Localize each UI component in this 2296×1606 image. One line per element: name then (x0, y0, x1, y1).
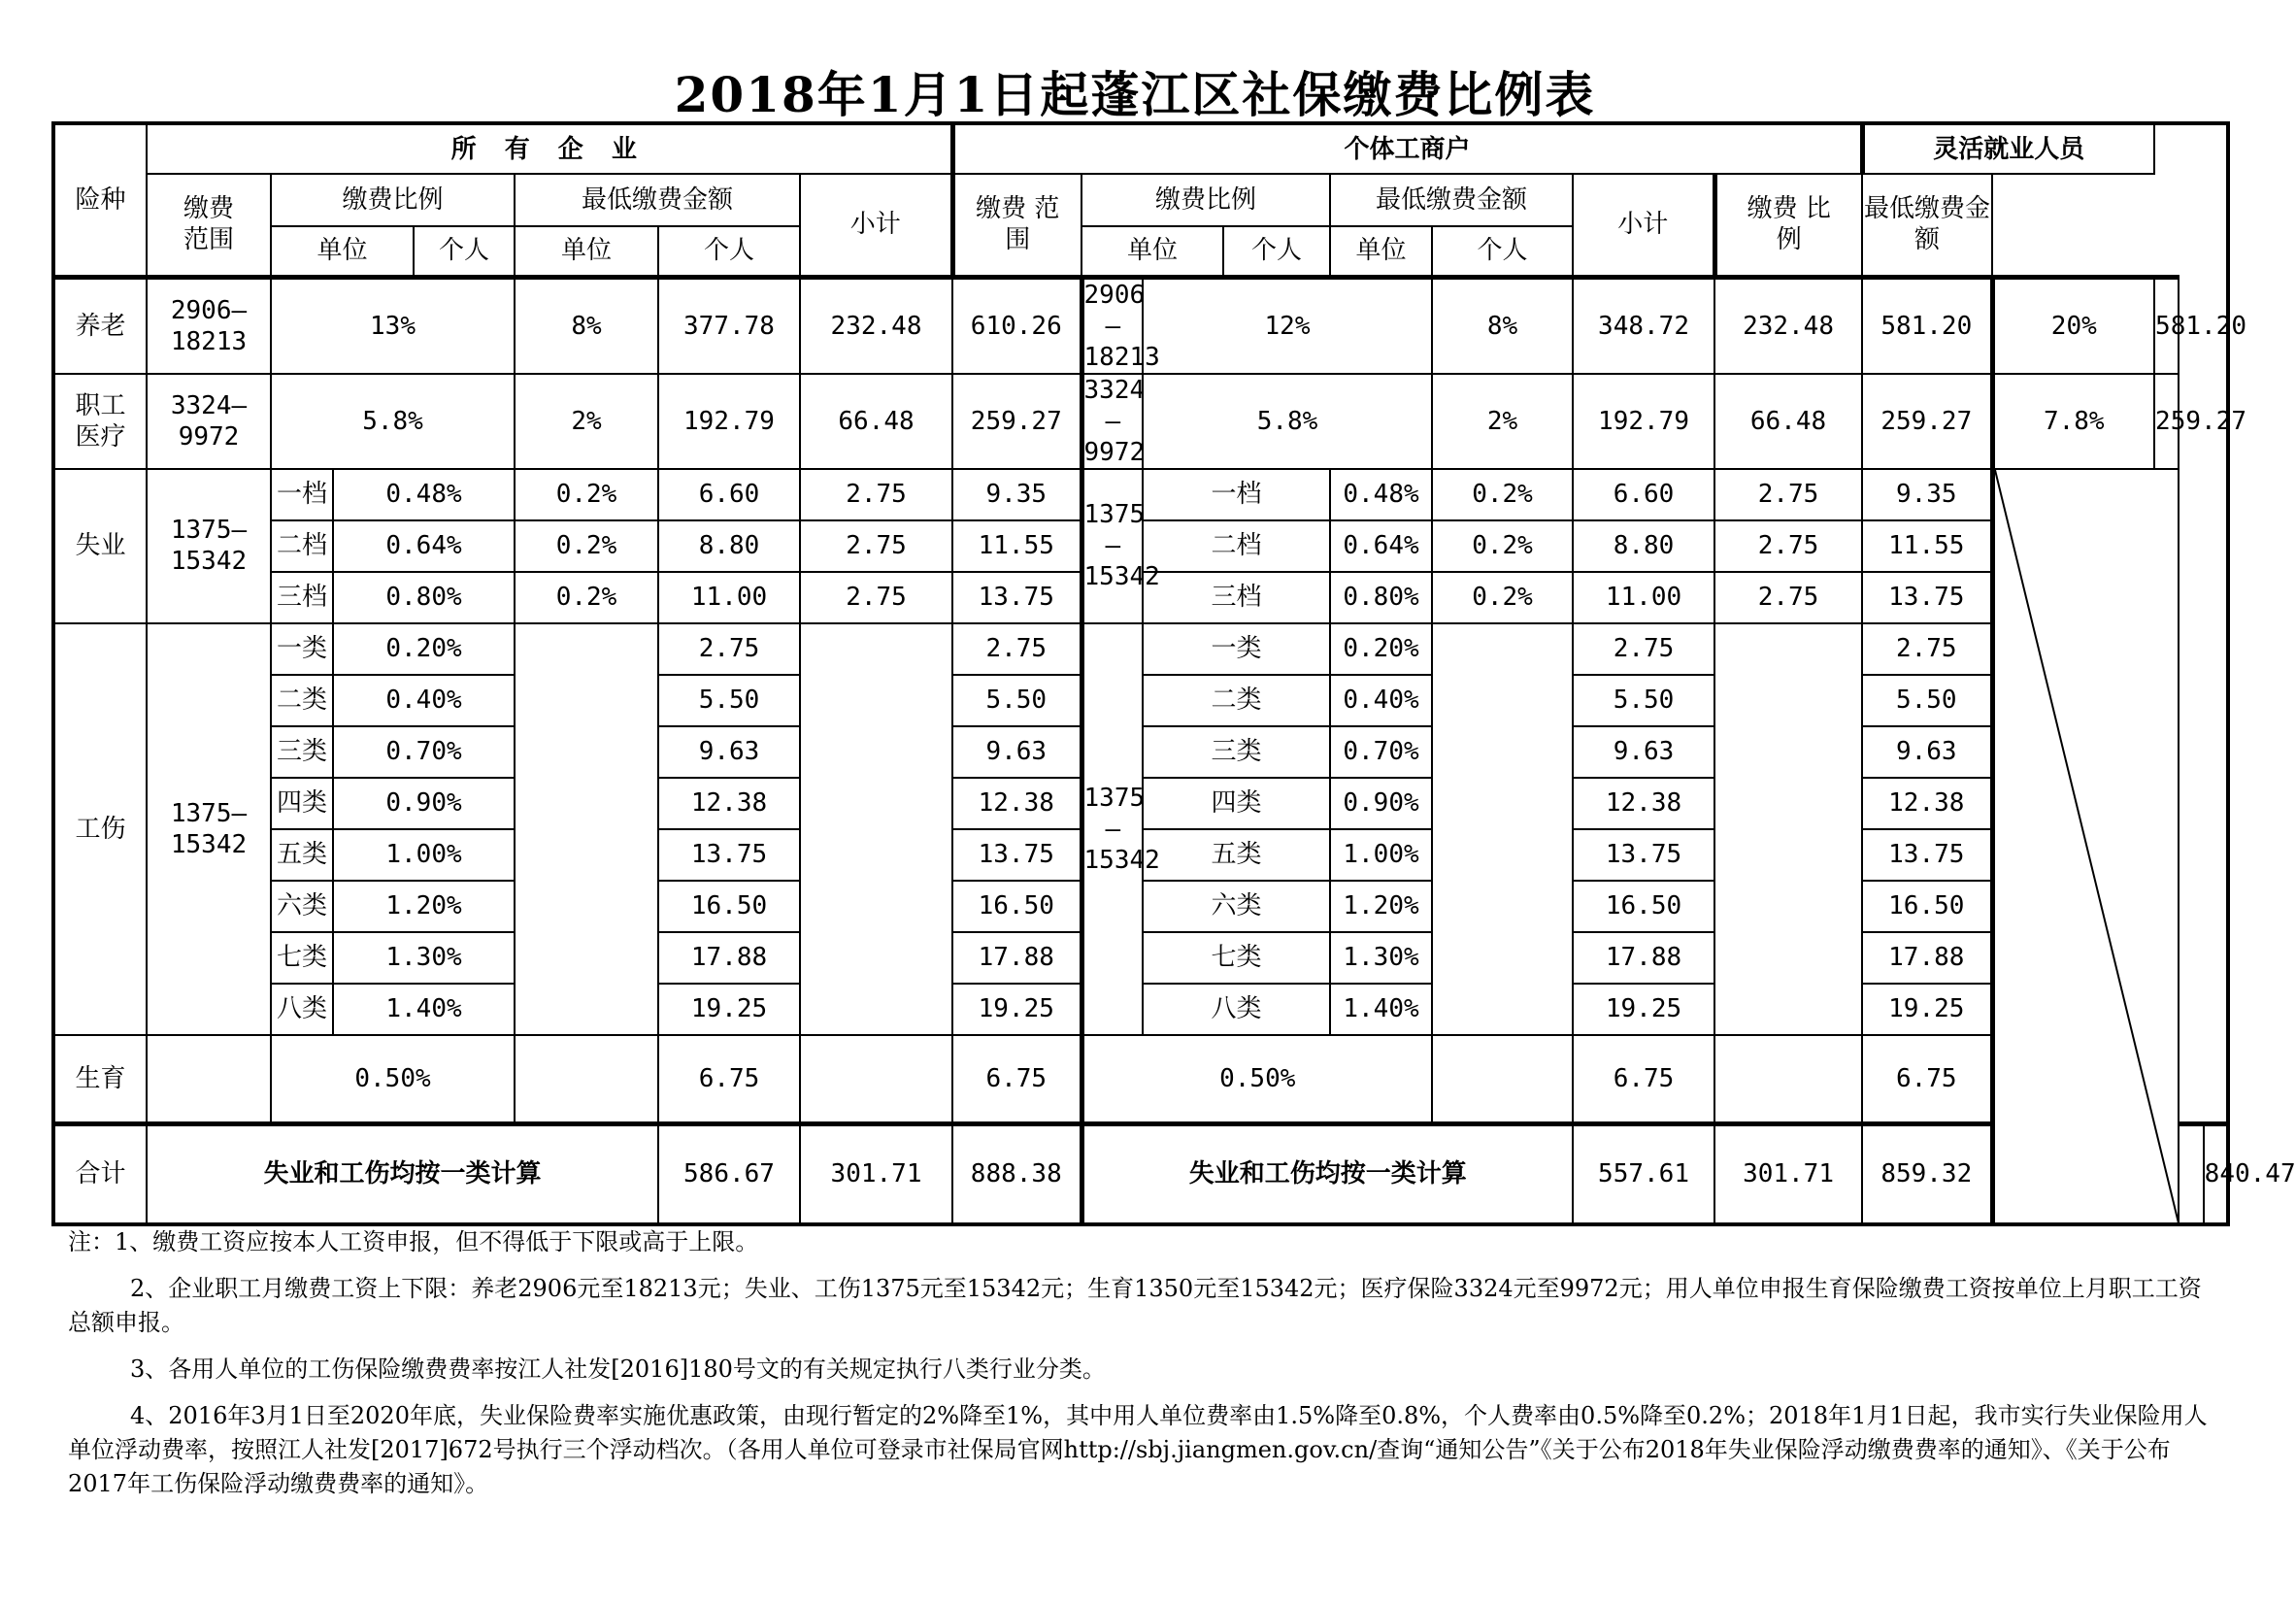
person-min-empty (800, 623, 952, 1035)
injury-class: 六类 (271, 881, 333, 932)
person-rate-empty (1432, 623, 1573, 1035)
subtotal: 259.27 (952, 374, 1081, 469)
unit-rate: 0.48% (1330, 469, 1432, 520)
tier-grade: 三档 (271, 572, 333, 623)
header-person: 个人 (1432, 226, 1573, 277)
header-person: 个人 (414, 226, 515, 277)
subtotal: 19.25 (952, 984, 1081, 1035)
injury-class: 四类 (271, 778, 333, 829)
total-person-min: 301.71 (800, 1124, 952, 1224)
subtotal: 610.26 (952, 277, 1081, 374)
unit-rate: 0.64% (1330, 520, 1432, 572)
subtotal: 259.27 (1862, 374, 1992, 469)
subtotal: 13.75 (1862, 829, 1992, 881)
unit-min: 12.38 (658, 778, 800, 829)
tier-grade: 三档 (1143, 572, 1330, 623)
header-risk: 险种 (53, 123, 147, 277)
flex-total-min: 840.47 (2204, 1124, 2228, 1224)
flex-min: 259.27 (2154, 374, 2179, 469)
unit-rate: 0.64% (333, 520, 515, 572)
unit-min: 19.25 (658, 984, 800, 1035)
range-cell: 2906— 18213 (147, 277, 271, 374)
subtotal: 17.88 (952, 932, 1081, 984)
subtotal: 9.35 (952, 469, 1081, 520)
unit-rate: 0.50% (271, 1035, 515, 1124)
subtotal: 11.55 (1862, 520, 1992, 572)
header-subtotal: 小计 (1573, 174, 1714, 277)
unit-min: 5.50 (1573, 675, 1714, 726)
unit-rate: 1.40% (333, 984, 515, 1035)
unit-min: 17.88 (658, 932, 800, 984)
tier-grade: 二档 (1143, 520, 1330, 572)
risk-name: 职工 医疗 (53, 374, 147, 469)
unit-min: 8.80 (658, 520, 800, 572)
header-unit: 单位 (1081, 226, 1223, 277)
contribution-rate-table (51, 121, 2296, 1226)
header-range: 缴费 范围 (147, 174, 271, 277)
flex-rate: 7.8% (1992, 374, 2154, 469)
subtotal: 13.75 (1862, 572, 1992, 623)
diagonal-line (1995, 470, 2179, 1222)
person-rate: 0.2% (515, 520, 658, 572)
header-minimum: 最低缴费金额 (1330, 174, 1573, 226)
subtotal: 9.63 (952, 726, 1081, 778)
injury-class: 一类 (1143, 623, 1330, 675)
header-flex-minimum: 最低缴费金 额 (1862, 174, 1992, 277)
tier-grade: 二档 (271, 520, 333, 572)
person-rate: 2% (515, 374, 658, 469)
subtotal: 11.55 (952, 520, 1081, 572)
total-subtotal: 888.38 (952, 1124, 1081, 1224)
header-range: 缴费 范 围 (952, 174, 1081, 277)
subtotal: 16.50 (952, 881, 1081, 932)
unit-min: 16.50 (658, 881, 800, 932)
person-min: 2.75 (1714, 572, 1862, 623)
total-subtotal: 859.32 (1862, 1124, 1992, 1224)
range-cell: 2906— 18213 (1081, 277, 1143, 374)
subtotal: 19.25 (1862, 984, 1992, 1035)
unit-rate: 0.80% (1330, 572, 1432, 623)
header-minimum: 最低缴费金额 (515, 174, 800, 226)
range-cell: 3324— 9972 (147, 374, 271, 469)
person-min: 232.48 (1714, 277, 1862, 374)
injury-class: 三类 (1143, 726, 1330, 778)
unit-rate: 0.80% (333, 572, 515, 623)
injury-class: 八类 (1143, 984, 1330, 1035)
injury-class: 三类 (271, 726, 333, 778)
subtotal: 2.75 (1862, 623, 1992, 675)
total-note: 失业和工伤均按一类计算 (1081, 1124, 1573, 1224)
subtotal: 16.50 (1862, 881, 1992, 932)
unit-min: 6.75 (1573, 1035, 1714, 1124)
unit-rate: 0.20% (1330, 623, 1432, 675)
unit-rate: 1.20% (1330, 881, 1432, 932)
header-individual: 个体工商户 (952, 123, 1862, 174)
person-min: 2.75 (800, 469, 952, 520)
person-min: 232.48 (800, 277, 952, 374)
person-min-empty (800, 1035, 952, 1124)
unit-rate: 0.70% (333, 726, 515, 778)
flex-rate-empty (2179, 1124, 2203, 1224)
header-ratio: 缴费比例 (1081, 174, 1330, 226)
person-rate-empty (515, 1035, 658, 1124)
injury-class: 五类 (1143, 829, 1330, 881)
risk-name: 生育 (53, 1035, 147, 1124)
unit-rate: 0.90% (333, 778, 515, 829)
person-rate-empty (1432, 1035, 1573, 1124)
unit-rate: 0.40% (333, 675, 515, 726)
unit-rate: 5.8% (271, 374, 515, 469)
risk-name: 工伤 (53, 623, 147, 1035)
note-3: 3、各用人单位的工伤保险缴费费率按江人社发[2016]180号文的有关规定执行八类行业分类。 (130, 1355, 1106, 1383)
unit-min: 17.88 (1573, 932, 1714, 984)
injury-class: 四类 (1143, 778, 1330, 829)
unit-min: 12.38 (1573, 778, 1714, 829)
tier-grade: 一档 (1143, 469, 1330, 520)
unit-min: 348.72 (1573, 277, 1714, 374)
injury-class: 二类 (271, 675, 333, 726)
unit-min: 6.60 (658, 469, 800, 520)
page-title: 2018年1月1日起蓬江区社保缴费比例表 (674, 66, 1596, 123)
person-rate: 8% (1432, 277, 1573, 374)
header-subtotal: 小计 (800, 174, 952, 277)
subtotal: 9.63 (1862, 726, 1992, 778)
range-empty (147, 1035, 271, 1124)
unit-rate: 5.8% (1143, 374, 1432, 469)
subtotal: 581.20 (1862, 277, 1992, 374)
unit-min: 13.75 (1573, 829, 1714, 881)
header-unit: 单位 (515, 226, 658, 277)
person-min: 66.48 (1714, 374, 1862, 469)
unit-min: 6.75 (658, 1035, 800, 1124)
unit-rate: 1.30% (333, 932, 515, 984)
note-1: 注：1、缴费工资应按本人工资申报，但不得低于下限或高于上限。 (68, 1228, 759, 1255)
total-unit-min: 586.67 (658, 1124, 800, 1224)
note-2: 2、企业职工月缴费工资上下限：养老2906元至18213元；失业、工伤1375元至15342元；生育1350元至15342元；医疗保险3324元至9972元；用人单位申报生育保险缴费工资按单位上月职工工资总额申报。 (68, 1275, 2202, 1336)
unit-rate: 13% (271, 277, 515, 374)
person-min: 2.75 (1714, 469, 1862, 520)
subtotal: 6.75 (1862, 1035, 1992, 1124)
injury-class: 五类 (271, 829, 333, 881)
person-min: 2.75 (1714, 520, 1862, 572)
risk-name: 养老 (53, 277, 147, 374)
unit-min: 192.79 (1573, 374, 1714, 469)
person-rate: 0.2% (515, 469, 658, 520)
unit-min: 6.60 (1573, 469, 1714, 520)
flex-min: 581.20 (2154, 277, 2179, 374)
subtotal: 12.38 (952, 778, 1081, 829)
unit-rate: 0.50% (1081, 1035, 1432, 1124)
header-flex-ratio: 缴费 比 例 (1714, 174, 1862, 277)
person-min-empty (1714, 1035, 1862, 1124)
unit-rate: 0.70% (1330, 726, 1432, 778)
person-min: 2.75 (800, 572, 952, 623)
header-unit: 单位 (271, 226, 414, 277)
unit-rate: 0.20% (333, 623, 515, 675)
unit-min: 8.80 (1573, 520, 1714, 572)
range-cell: 1375— 15342 (1081, 469, 1143, 623)
person-rate: 2% (1432, 374, 1573, 469)
header-person: 个人 (658, 226, 800, 277)
unit-rate: 0.90% (1330, 778, 1432, 829)
unit-min: 2.75 (658, 623, 800, 675)
unit-rate: 0.48% (333, 469, 515, 520)
unit-rate: 1.40% (1330, 984, 1432, 1035)
range-cell: 1375— 15342 (1081, 623, 1143, 1035)
unit-min: 9.63 (658, 726, 800, 778)
notes-section (68, 1225, 2223, 1514)
person-rate: 8% (515, 277, 658, 374)
unit-min: 2.75 (1573, 623, 1714, 675)
range-cell: 1375— 15342 (147, 623, 271, 1035)
subtotal: 5.50 (952, 675, 1081, 726)
unit-rate: 1.30% (1330, 932, 1432, 984)
injury-class: 二类 (1143, 675, 1330, 726)
unit-min: 13.75 (658, 829, 800, 881)
unit-min: 11.00 (658, 572, 800, 623)
subtotal: 13.75 (952, 572, 1081, 623)
total-person-min: 301.71 (1714, 1124, 1862, 1224)
unit-rate: 0.40% (1330, 675, 1432, 726)
subtotal: 6.75 (952, 1035, 1081, 1124)
person-min: 66.48 (800, 374, 952, 469)
range-cell: 1375— 15342 (147, 469, 271, 623)
header-ratio: 缴费比例 (271, 174, 515, 226)
unit-min: 377.78 (658, 277, 800, 374)
injury-class: 一类 (271, 623, 333, 675)
person-rate-empty (515, 623, 658, 1035)
unit-rate: 1.00% (333, 829, 515, 881)
subtotal: 17.88 (1862, 932, 1992, 984)
header-person: 个人 (1223, 226, 1330, 277)
person-rate: 0.2% (1432, 572, 1573, 623)
unit-min: 192.79 (658, 374, 800, 469)
risk-name: 失业 (53, 469, 147, 623)
unit-rate: 12% (1143, 277, 1432, 374)
total-unit-min: 557.61 (1573, 1124, 1714, 1224)
header-enterprise: 所 有 企 业 (147, 123, 952, 174)
subtotal: 9.35 (1862, 469, 1992, 520)
unit-min: 11.00 (1573, 572, 1714, 623)
person-rate: 0.2% (1432, 520, 1573, 572)
person-min-empty (1714, 623, 1862, 1035)
person-min: 2.75 (800, 520, 952, 572)
injury-class: 七类 (1143, 932, 1330, 984)
header-flexible: 灵活就业人员 (1862, 123, 2154, 174)
unit-rate: 1.20% (333, 881, 515, 932)
unit-min: 19.25 (1573, 984, 1714, 1035)
total-label: 合计 (53, 1124, 147, 1224)
unit-rate: 1.00% (1330, 829, 1432, 881)
subtotal: 5.50 (1862, 675, 1992, 726)
tier-grade: 一档 (271, 469, 333, 520)
header-unit: 单位 (1330, 226, 1432, 277)
unit-min: 5.50 (658, 675, 800, 726)
person-rate: 0.2% (1432, 469, 1573, 520)
injury-class: 六类 (1143, 881, 1330, 932)
injury-class: 八类 (271, 984, 333, 1035)
subtotal: 2.75 (952, 623, 1081, 675)
total-note: 失业和工伤均按一类计算 (147, 1124, 658, 1224)
subtotal: 12.38 (1862, 778, 1992, 829)
flexible-not-applicable (1992, 469, 2179, 1224)
unit-min: 9.63 (1573, 726, 1714, 778)
injury-class: 七类 (271, 932, 333, 984)
note-4: 4、2016年3月1日至2020年底，失业保险费率实施优惠政策，由现行暂定的2%降至1%，其中用人单位费率由1.5%降至0.8%，个人费率由0.5%降至0.2%；2018年1月1日起，我市实行失业保险用人单位浮动费率，按照江人社发[2017]672号执行三个浮动档次。（各用人单位可登录市社保局官网http://sbj.jiangmen.gov.cn/查询“通知公告”《关于公布2018年失业保险浮动缴费费率的通知》、《关于公布2017年工伤保险浮动缴费费率的通知》。 (68, 1402, 2208, 1497)
subtotal: 13.75 (952, 829, 1081, 881)
range-cell: 3324— 9972 (1081, 374, 1143, 469)
unit-min: 16.50 (1573, 881, 1714, 932)
person-rate: 0.2% (515, 572, 658, 623)
flex-rate: 20% (1992, 277, 2154, 374)
